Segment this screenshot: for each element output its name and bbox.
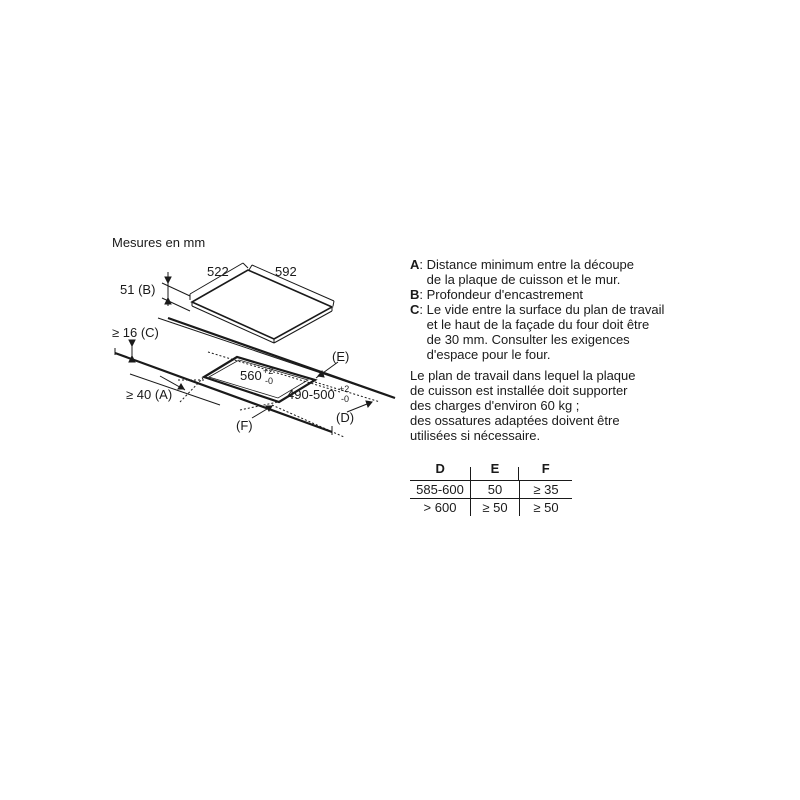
table-cell: ≥ 50	[533, 500, 559, 515]
page-title: Mesures en mm	[112, 235, 206, 250]
legend-item-b: B : Profondeur d'encastrement	[410, 287, 584, 302]
legend	[410, 257, 670, 362]
height-dimension	[162, 272, 190, 311]
table-cell: 50	[471, 481, 520, 499]
label-d: (D)	[336, 410, 355, 425]
load-note: Le plan de travail dans lequel la plaque de cuisson est installée doit supporter des charges d'environ 60 kg ; des ossatures adaptées doivent être utilisées si nécessaire.	[410, 368, 636, 443]
table-row	[410, 499, 572, 517]
width-label: 592	[275, 264, 297, 279]
cutout-width-label: 560	[240, 368, 262, 383]
clearance-a-label: ≥ 40 (A)	[126, 387, 173, 402]
table-cell: > 600	[410, 499, 471, 517]
label-e: (E)	[332, 349, 350, 364]
legend-key: B	[410, 287, 420, 302]
table-header-d: D	[435, 461, 445, 476]
legend-key: C	[410, 302, 420, 317]
height-label: 51 (B)	[120, 282, 156, 297]
legend-item-a: A : Distance minimum entre la découpe de la plaque de cuisson et le mur.	[410, 257, 635, 287]
table-cell: ≥ 35	[533, 482, 559, 497]
cutout-depth-tol-lower: -0	[341, 394, 350, 404]
table-cell: ≥ 50	[471, 499, 520, 517]
legend-item-c: C : Le vide entre la surface du plan de travail et le haut de la façade du four doit être de 30 mm. Consulter les exigences d'espace pour le four.	[410, 302, 665, 362]
table-row	[410, 481, 572, 499]
legend-text: Le vide entre la surface du plan de travail et le haut de la façade du four doit être de 30 mm. Consulter les exigences d'espace pour le four.	[426, 302, 665, 362]
legend-text: Profondeur d'encastrement	[426, 287, 584, 302]
table-header-row	[410, 460, 572, 481]
cutout-width-tol-upper: +2	[263, 366, 274, 376]
cutout-depth-tol-upper: +2	[339, 384, 350, 394]
legend-key: A	[410, 257, 420, 272]
table-header-f: F	[541, 461, 550, 476]
depth-label: 522	[207, 264, 229, 279]
legend-text: Distance minimum entre la découpe de la plaque de cuisson et le mur.	[426, 257, 635, 287]
cutout-width-tol-lower: -0	[265, 376, 274, 386]
table-header-divider-1	[470, 467, 471, 481]
table-cell: 585-600	[410, 481, 471, 499]
clearance-f-leader	[252, 406, 272, 418]
clearance-table	[410, 460, 572, 516]
table-header-divider-2	[518, 467, 519, 481]
clearance-c-label: ≥ 16 (C)	[112, 325, 159, 340]
table-header-e: E	[490, 461, 500, 476]
label-f: (F)	[236, 418, 253, 433]
cutout-depth-label: 490-500	[287, 387, 335, 402]
